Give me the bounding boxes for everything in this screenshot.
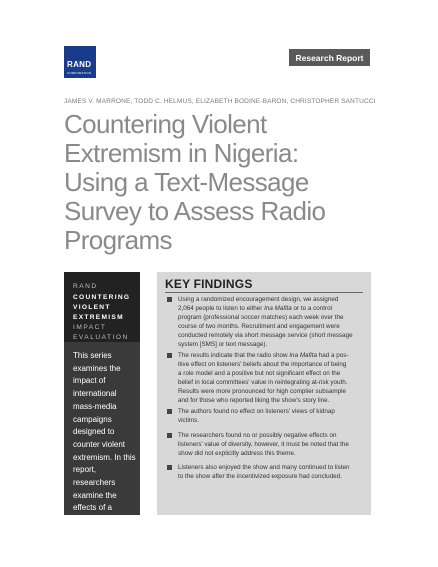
finding-text: The researchers found no or possibly negative effects on listeners' value of diversity, however, it must be noted that the show did not explicitly address this theme. (178, 432, 349, 457)
title-line: Countering Violent (64, 109, 267, 139)
square-bullet-icon (167, 433, 172, 438)
rand-logo (64, 46, 96, 78)
series-label-countering: COUNTERING (73, 294, 131, 301)
report-title (64, 110, 384, 255)
finding-text: Using a randomized encouragement design, we assigned 2,064 people to listen to either Ina Mafita or to a control program (professional soccer matches) each week over the course of two months. Recruitment and engagement were conducted remotely via short message service (short message system [SMS] or text message). (178, 296, 353, 348)
key-findings-panel (157, 272, 371, 515)
square-bullet-icon (167, 409, 172, 414)
finding-text: The authors found no effect on listeners' views of kidnap victims. (178, 408, 335, 424)
logo-name: RAND (67, 60, 92, 69)
series-label-rand: RAND (73, 283, 98, 290)
show-title: Ina Mafita (289, 352, 317, 359)
series-panel (64, 272, 140, 538)
title-line: Survey to Assess Radio (64, 196, 326, 226)
finding-text: The results indicate that the radio show Ina Mafita had a pos- itive effect on listeners' beliefs about the importance of being a role model and a positive but not significant effect on the belief in local committees' value in reintegrating at-risk youth. Results were more pronounced for high complier subsample and for those who reported liking the show's story line. (178, 352, 349, 404)
report-type-badge: Research Report (289, 49, 370, 66)
logo-subtitle: CORPORATION (67, 71, 92, 75)
square-bullet-icon (167, 465, 172, 470)
square-bullet-icon (167, 353, 172, 358)
title-line: Using a Text-Message (64, 167, 309, 197)
divider (165, 292, 363, 293)
finding-text: Listeners also enjoyed the show and many continued to listen to the show after the incentivized exposure had concluded. (178, 464, 350, 480)
series-label-violent: VIOLENT (73, 304, 111, 311)
square-bullet-icon (167, 297, 172, 302)
series-label-evaluation: EVALUATION (73, 334, 129, 341)
title-line: Extremism in Nigeria: (64, 138, 299, 168)
series-label-extremism: EXTREMISM (73, 314, 124, 321)
series-header (64, 272, 140, 342)
series-description: This series examines the impact of international mass-media campaigns designed to counter violent extremism. In this report, researchers examine the effects of a campaign in northern Nigeria. (73, 351, 136, 538)
show-title: Ina Mafita (264, 304, 292, 312)
author-list: JAMES V. MARRONE, TODD C. HELMUS, ELIZABETH BODINE-BARON, CHRISTOPHER SANTUCCI (64, 98, 376, 105)
key-findings-heading: KEY FINDINGS (165, 277, 253, 291)
series-label-impact: IMPACT (73, 324, 107, 331)
title-line: Programs (64, 225, 172, 255)
